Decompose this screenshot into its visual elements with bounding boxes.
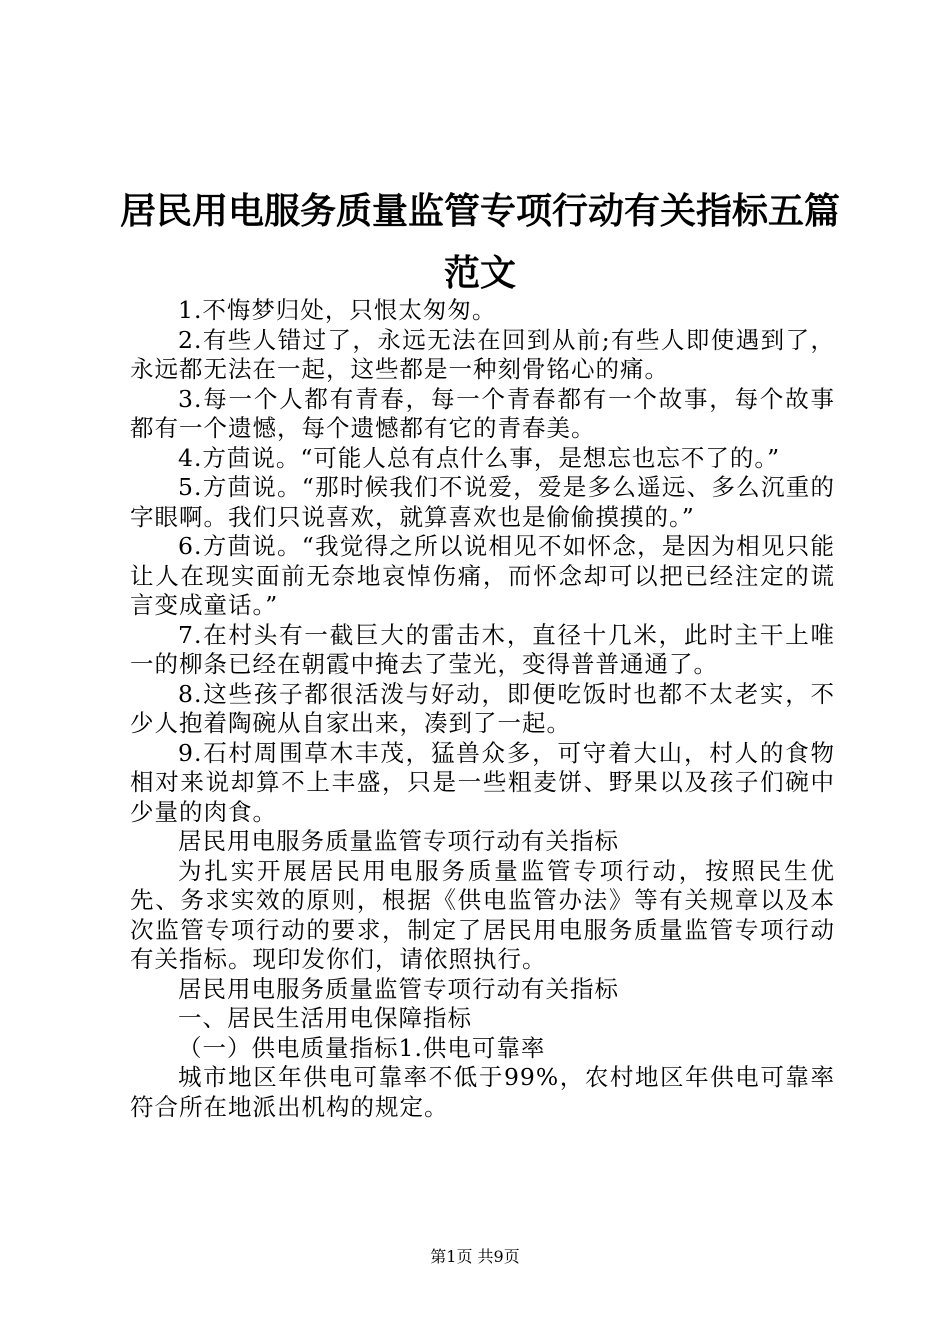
paragraph: 8.这些孩子都很活泼与好动，即便吃饭时也都不太老实，不少人抱着陶碗从自家出来，凑到了一起。	[130, 679, 835, 737]
paragraph: 4.方茴说。“可能人总有点什么事，是想忘也忘不了的。”	[178, 443, 781, 472]
document-title: 居民用电服务质量监管专项行动有关指标五篇范文	[120, 190, 841, 294]
paragraph: 城市地区年供电可靠率不低于99%，农村地区年供电可靠率符合所在地派出机构的规定。	[130, 1063, 835, 1121]
paragraph: 5.方茴说。“那时候我们不说爱，爱是多么遥远、多么沉重的字眼啊。我们只说喜欢，就算喜欢也是偷偷摸摸的。”	[130, 473, 835, 531]
paragraph: 7.在村头有一截巨大的雷击木，直径十几米，此时主干上唯一的柳条已经在朝霞中掩去了莹光，变得普普通通了。	[130, 620, 835, 678]
section-heading: 居民用电服务质量监管专项行动有关指标	[178, 974, 619, 1003]
page-footer: 第1页 共9页	[430, 1247, 520, 1266]
paragraph: 2.有些人错过了，永远无法在回到从前;有些人即使遇到了，永远都无法在一起，这些都是一种刻骨铭心的痛。	[130, 325, 835, 383]
paragraph: 6.方茴说。“我觉得之所以说相见不如怀念，是因为相见只能让人在现实面前无奈地哀悼伤痛，而怀念却可以把已经注定的谎言变成童话。”	[130, 532, 835, 619]
paragraph: 为扎实开展居民用电服务质量监管专项行动，按照民生优先、务求实效的原则，根据《供电监管办法》等有关规章以及本次监管专项行动的要求，制定了居民用电服务质量监管专项行动有关指标。现印发你们，请依照执行。	[130, 856, 835, 973]
section-heading: 居民用电服务质量监管专项行动有关指标	[178, 827, 619, 855]
document-body	[130, 296, 835, 1122]
paragraph: 3.每一个人都有青春，每一个青春都有一个故事，每个故事都有一个遗憾，每个遗憾都有它的青春美。	[130, 384, 835, 442]
section-heading: 一、居民生活用电保障指标	[178, 1004, 472, 1032]
paragraph: 1.不悔梦归处，只恨太匆匆。	[178, 296, 497, 324]
section-heading: （一）供电质量指标1.供电可靠率	[178, 1033, 546, 1062]
paragraph: 9.石村周围草木丰茂，猛兽众多，可守着大山，村人的食物相对来说却算不上丰盛，只是一些粗麦饼、野果以及孩子们碗中少量的肉食。	[130, 738, 835, 826]
